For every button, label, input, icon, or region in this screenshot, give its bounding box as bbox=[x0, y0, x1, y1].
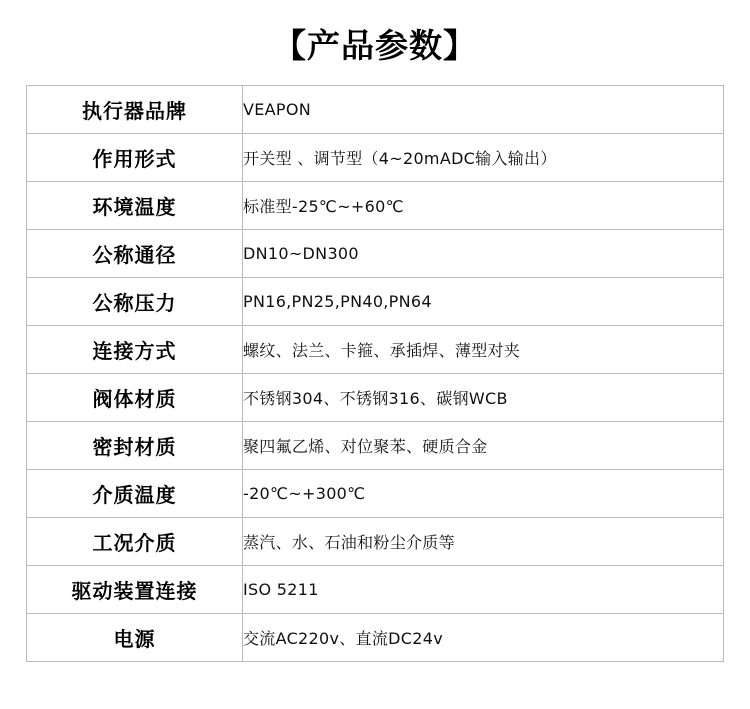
product-parameters-table bbox=[26, 85, 724, 662]
row-value: 不锈钢304、不锈钢316、碳钢WCB bbox=[243, 374, 724, 422]
table-row bbox=[27, 518, 724, 566]
spec-table-container bbox=[26, 85, 724, 662]
table-row bbox=[27, 278, 724, 326]
page-title: 【产品参数】 bbox=[273, 26, 477, 65]
row-value: ISO 5211 bbox=[243, 566, 724, 614]
table-row bbox=[27, 182, 724, 230]
table-body bbox=[27, 86, 724, 662]
row-value: 交流AC220v、直流DC24v bbox=[243, 614, 724, 662]
row-label: 公称压力 bbox=[27, 278, 243, 326]
row-label: 环境温度 bbox=[27, 182, 243, 230]
row-label: 介质温度 bbox=[27, 470, 243, 518]
row-label: 电源 bbox=[27, 614, 243, 662]
row-value: 开关型 、调节型（4~20mADC输入输出） bbox=[243, 134, 724, 182]
row-value: PN16,PN25,PN40,PN64 bbox=[243, 278, 724, 326]
row-value: 聚四氟乙烯、对位聚苯、硬质合金 bbox=[243, 422, 724, 470]
row-value: -20℃~+300℃ bbox=[243, 470, 724, 518]
row-value: 螺纹、法兰、卡箍、承插焊、薄型对夹 bbox=[243, 326, 724, 374]
table-row bbox=[27, 374, 724, 422]
row-label: 工况介质 bbox=[27, 518, 243, 566]
row-value: VEAPON bbox=[243, 86, 724, 134]
table-row bbox=[27, 422, 724, 470]
table-row bbox=[27, 614, 724, 662]
table-row bbox=[27, 86, 724, 134]
row-label: 密封材质 bbox=[27, 422, 243, 470]
row-value: 蒸汽、水、石油和粉尘介质等 bbox=[243, 518, 724, 566]
row-label: 连接方式 bbox=[27, 326, 243, 374]
row-label: 作用形式 bbox=[27, 134, 243, 182]
table-row bbox=[27, 230, 724, 278]
row-label: 公称通径 bbox=[27, 230, 243, 278]
row-value: 标准型-25℃~+60℃ bbox=[243, 182, 724, 230]
row-value: DN10~DN300 bbox=[243, 230, 724, 278]
row-label: 阀体材质 bbox=[27, 374, 243, 422]
table-row bbox=[27, 470, 724, 518]
table-row bbox=[27, 326, 724, 374]
row-label: 执行器品牌 bbox=[27, 86, 243, 134]
table-row bbox=[27, 566, 724, 614]
table-row bbox=[27, 134, 724, 182]
row-label: 驱动装置连接 bbox=[27, 566, 243, 614]
